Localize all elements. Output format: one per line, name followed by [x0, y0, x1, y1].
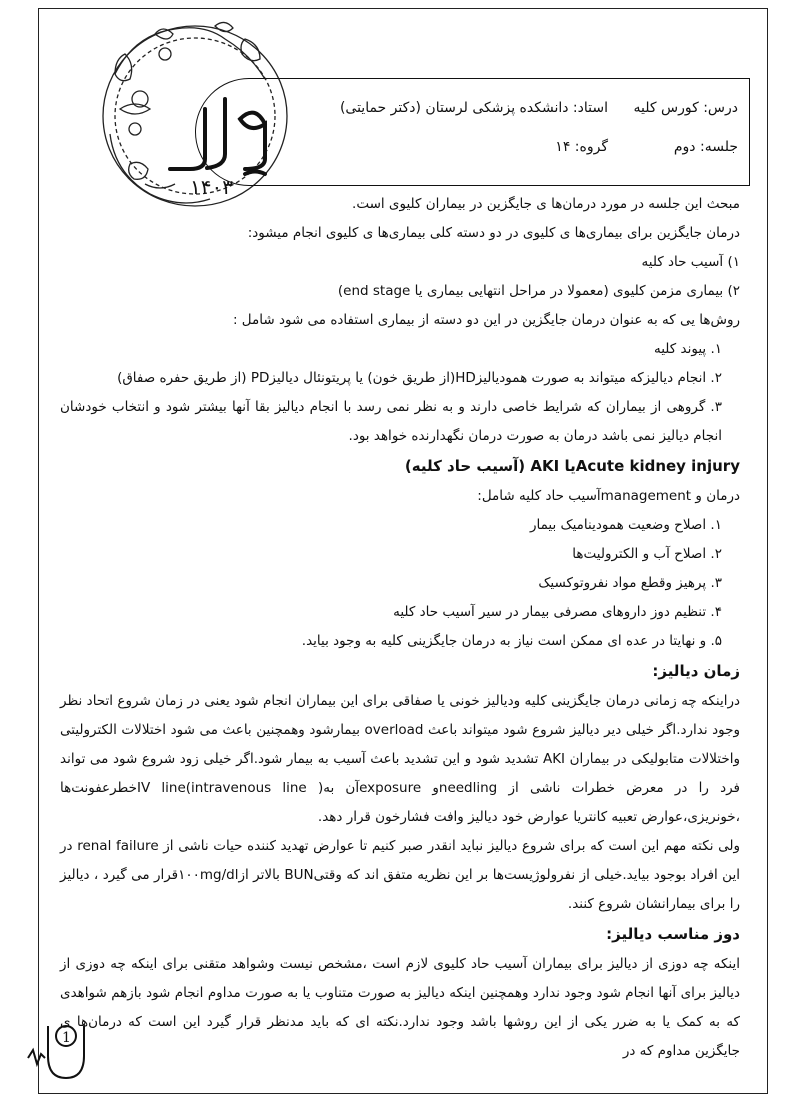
stethoscope-icon: [26, 1018, 96, 1088]
list-item: ۵. و نهایتا در عده ای ممکن است نیاز به درمان جایگزینی کلیه به وجود بیاید.: [301, 633, 722, 649]
paragraph: ولی نکته مهم این است که برای شروع دیالیز نباید انقدر صبر کنیم تا عوارض تهدید کننده حیات ناشی از renal failure در این افراد بوجود بیاید.خیلی از نفرولوژیست‌ها بر این نظریه متفق اند که وقتیBUN بالاتر از۱۰۰mg/dlقرار می گیرد ، دیالیز را برای بیمارانشان شروع کنند.: [60, 838, 740, 912]
list-item: ۳. گروهی از بیماران که شرایط خاصی دارند و به نظر نمی رسد با انجام دیالیز بقا آنها بیشتر شود و انتخاب خودشان انجام دیالیز نمی باشد درمان به صورت درمان نگهدارنده خواهد بود.: [60, 399, 722, 444]
paragraph: دراینکه چه زمانی درمان جایگزینی کلیه ودیالیز خونی یا صفاقی برای این بیماران انجام شود یعنی در زمان شروع اتحاد نظر وجود ندارد.اگر خیلی دیر دیالیز شروع شود میتواند باعث overload بیمارشود وهمچنین باعث می شود اختلالات الکترولیتی واختلالات متابولیکی در بیماران AKI تشدید شود و این تشدید باعث آسیب به بیمار شود.اگر خیلی زود شروع شود می تواند فرد را در معرض خطرات ناشی از needlingو exposureآن به( IV line(intravenous lineخطرعفونت‌ها ،خونریزی،عوارض تعبیه کانتریا عوارض خود دیالیز وافت فشارخون قرار دهد.: [60, 693, 741, 825]
document-body: [60, 190, 740, 1066]
page-number: 1: [62, 1030, 71, 1046]
list-item: ۴. تنظیم دوز داروهای مصرفی بیمار در سیر آسیب حاد کلیه: [393, 604, 722, 620]
paragraph: درمان و managementآسیب حاد کلیه شامل:: [477, 488, 740, 504]
course-label: درس: کورس کلیه: [633, 100, 738, 116]
section-heading: دوز مناسب دیالیز:: [606, 925, 740, 943]
list-item: ۲. اصلاح آب و الکترولیت‌ها: [572, 546, 722, 562]
section-heading: Acute kidney injuryیا AKI (آسیب حاد کلیه): [404, 457, 740, 475]
category-item: ۲) بیماری مزمن کلیوی (معمولا در مراحل انتهایی بیماری یا end stage): [337, 283, 740, 299]
list-item: ۱. پیوند کلیه: [654, 341, 722, 357]
category-item: ۱) آسیب حاد کلیه: [641, 254, 740, 270]
section-heading: زمان دیالیز:: [652, 662, 740, 680]
list-item: ۳. پرهیز وقطع مواد نفروتوکسیک: [538, 575, 722, 591]
paragraph: اینکه چه دوزی از دیالیز برای بیماران آسیب حاد کلیوی لازم است ،مشخص نیست وشواهد متقنی برای اینکه چه دوزی از دیالیز برای آنها انجام شود وجود ندارد وهمچنین اینکه دیالیز به صورت متناوب یا به صورت مداوم انجام شود بازهم شواهدی که به کمک یا به ضرر یکی از این روشها باشد وجود ندارد.نکته ای که باید مدنظر قرار گیرد این است که درمان‌ها ی جایگزین مداوم که در: [60, 956, 740, 1059]
list-item: ۱. اصلاح وضعیت همودینامیک بیمار: [529, 517, 722, 533]
paragraph: مبحث این جلسه در مورد درمان‌ها ی جایگزین در بیماران کلیوی است.: [352, 196, 740, 212]
logo-year: ۱۴۰۳: [190, 175, 233, 199]
header-box: [195, 78, 750, 186]
group-label: گروه: ۱۴: [555, 139, 608, 155]
teacher-label: استاد: دانشکده پزشکی لرستان (دکتر حمایتی): [339, 100, 608, 116]
paragraph: درمان جایگزین برای بیماری‌ها ی کلیوی در دو دسته کلی بیماری‌ها ی کلیوی انجام میشود:: [247, 225, 740, 241]
paragraph: روش‌ها یی که به عنوان درمان جایگزین در این دو دسته از بیماری استفاده می شود شامل :: [232, 312, 740, 328]
session-label: جلسه: دوم: [673, 139, 738, 155]
list-item: ۲. انجام دیالیزکه میتواند به صورت همودیالیزHD(از طریق خون) یا پریتونئال دیالیزPD (از طریق حفره صفاق): [117, 370, 722, 386]
